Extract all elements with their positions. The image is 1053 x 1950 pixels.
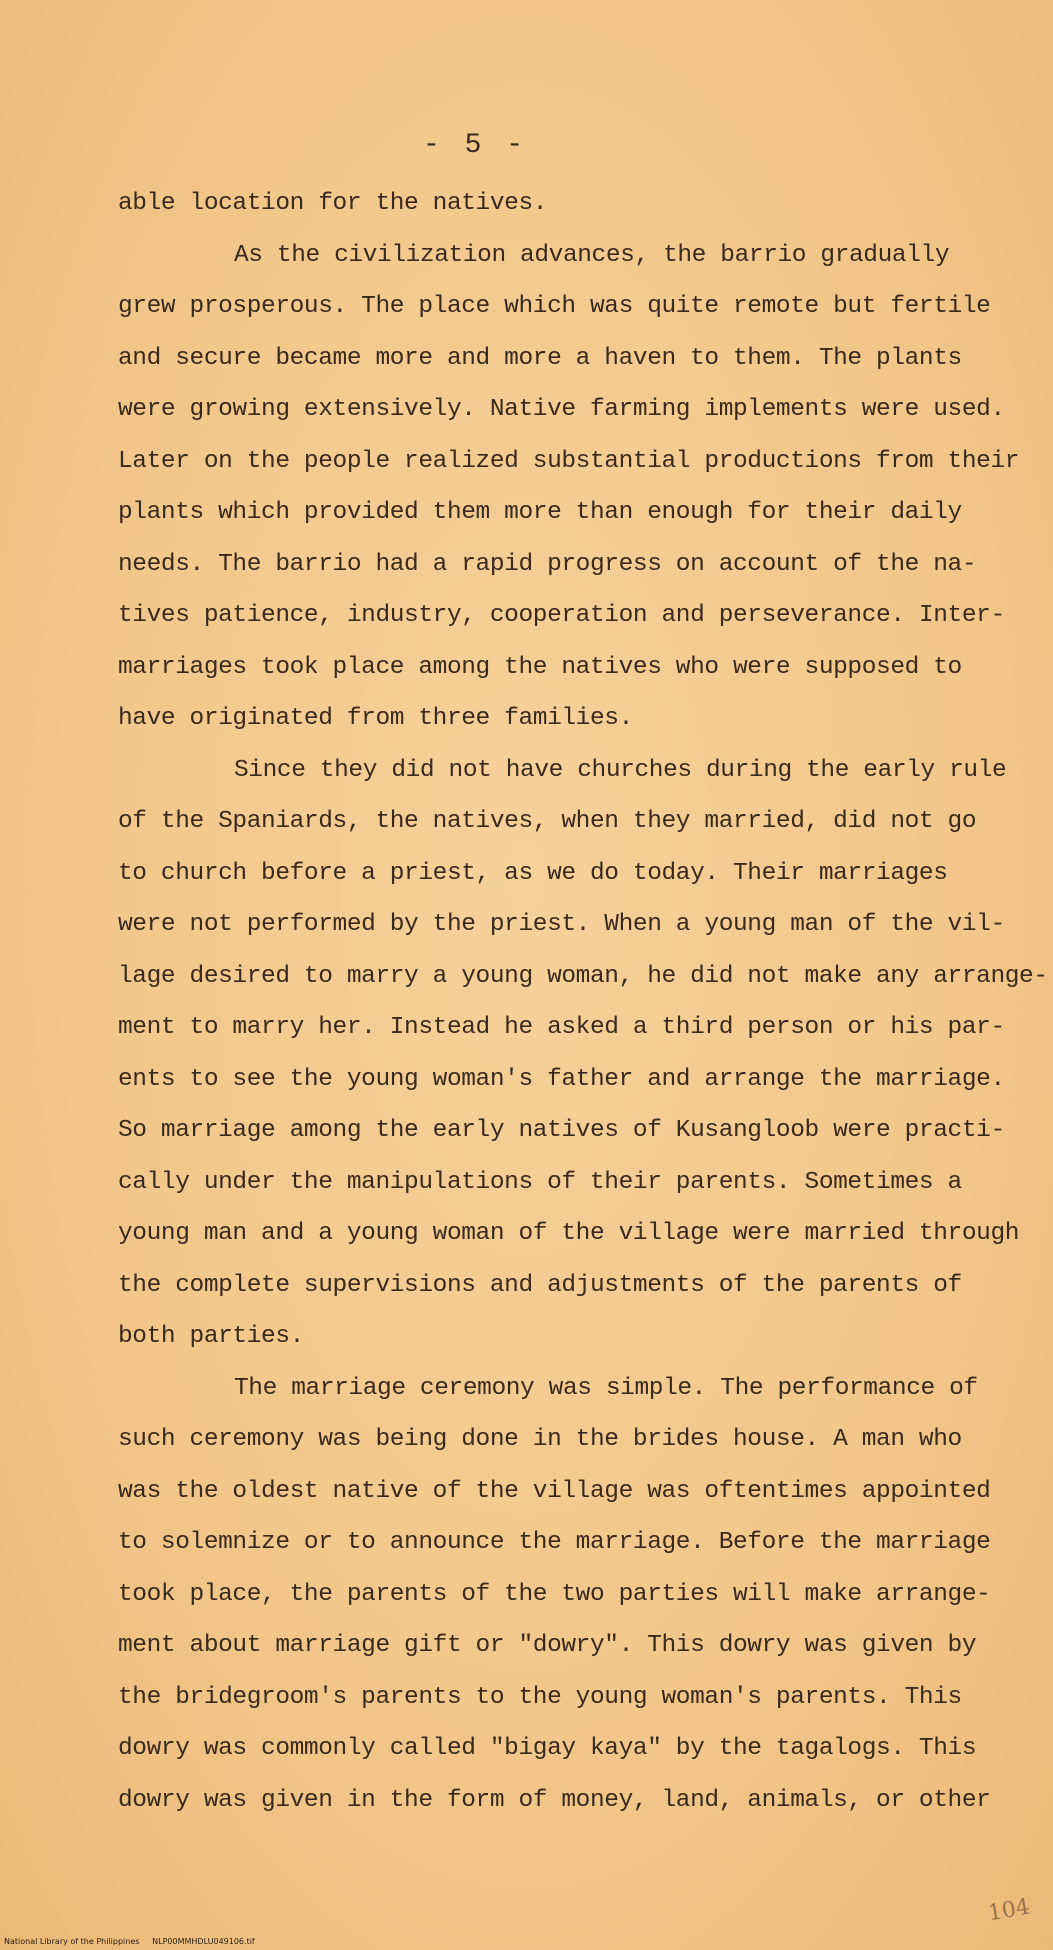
text-line: plants which provided them more than enough for their daily bbox=[118, 499, 962, 526]
text-line: and secure became more and more a haven to them. The plants bbox=[118, 344, 962, 372]
text-line: dowry was given in the form of money, land, animals, or other bbox=[118, 1786, 991, 1814]
text-line: the complete supervisions and adjustments of the parents of bbox=[118, 1271, 962, 1299]
text-line: ment about marriage gift or "dowry". This dowry was given by bbox=[118, 1632, 977, 1659]
text-line: needs. The barrio had a rapid progress on account of the na- bbox=[118, 550, 977, 578]
text-line: The marriage ceremony was simple. The performance of bbox=[234, 1374, 978, 1402]
handwritten-page-mark: 104 bbox=[986, 1894, 1032, 1927]
text-line: took place, the parents of the two parties will make arrange- bbox=[118, 1580, 991, 1608]
page-number: - 5 - bbox=[422, 130, 527, 161]
text-line: ents to see the young woman's father and arrange the marriage. bbox=[118, 1065, 1005, 1093]
text-line: So marriage among the early natives of Kusangloob were practi- bbox=[118, 1117, 1005, 1144]
scan-footer bbox=[4, 1937, 255, 1946]
text-line: cally under the manipulations of their parents. Sometimes a bbox=[118, 1168, 962, 1196]
text-line: young man and a young woman of the village were married through bbox=[118, 1220, 1020, 1247]
text-line: was the oldest native of the village was oftentimes appointed bbox=[118, 1477, 991, 1505]
scan-filename: NLP00MMHDLU049106.tif bbox=[152, 1937, 255, 1946]
text-line: ment to marry her. Instead he asked a third person or his par- bbox=[118, 1014, 1005, 1041]
text-line: were not performed by the priest. When a young man of the vil- bbox=[118, 911, 1005, 938]
text-line: such ceremony was being done in the brides house. A man who bbox=[118, 1426, 962, 1453]
text-line: dowry was commonly called "bigay kaya" by the tagalogs. This bbox=[118, 1735, 977, 1762]
text-line: were growing extensively. Native farming implements were used. bbox=[118, 396, 1005, 423]
text-line: Later on the people realized substantial productions from their bbox=[118, 447, 1020, 475]
text-line: able location for the natives. bbox=[118, 190, 548, 217]
text-line: tives patience, industry, cooperation and perseverance. Inter- bbox=[118, 602, 1005, 629]
text-line: have originated from three families. bbox=[118, 705, 633, 732]
library-credit: National Library of the Philippines bbox=[4, 1937, 140, 1946]
text-line: both parties. bbox=[118, 1323, 304, 1350]
text-line: to church before a priest, as we do today. Their marriages bbox=[118, 859, 948, 887]
text-line: the bridegroom's parents to the young woman's parents. This bbox=[118, 1683, 962, 1711]
text-line: lage desired to marry a young woman, he did not make any arrange- bbox=[118, 962, 1048, 990]
text-line: grew prosperous. The place which was quite remote but fertile bbox=[118, 293, 991, 320]
text-line: Since they did not have churches during the early rule bbox=[234, 756, 1007, 784]
body-text bbox=[118, 178, 1048, 1826]
text-line: to solemnize or to announce the marriage. Before the marriage bbox=[118, 1529, 991, 1556]
text-line: As the civilization advances, the barrio gradually bbox=[234, 241, 950, 269]
text-line: marriages took place among the natives who were supposed to bbox=[118, 653, 962, 681]
text-line: of the Spaniards, the natives, when they married, did not go bbox=[118, 808, 977, 835]
